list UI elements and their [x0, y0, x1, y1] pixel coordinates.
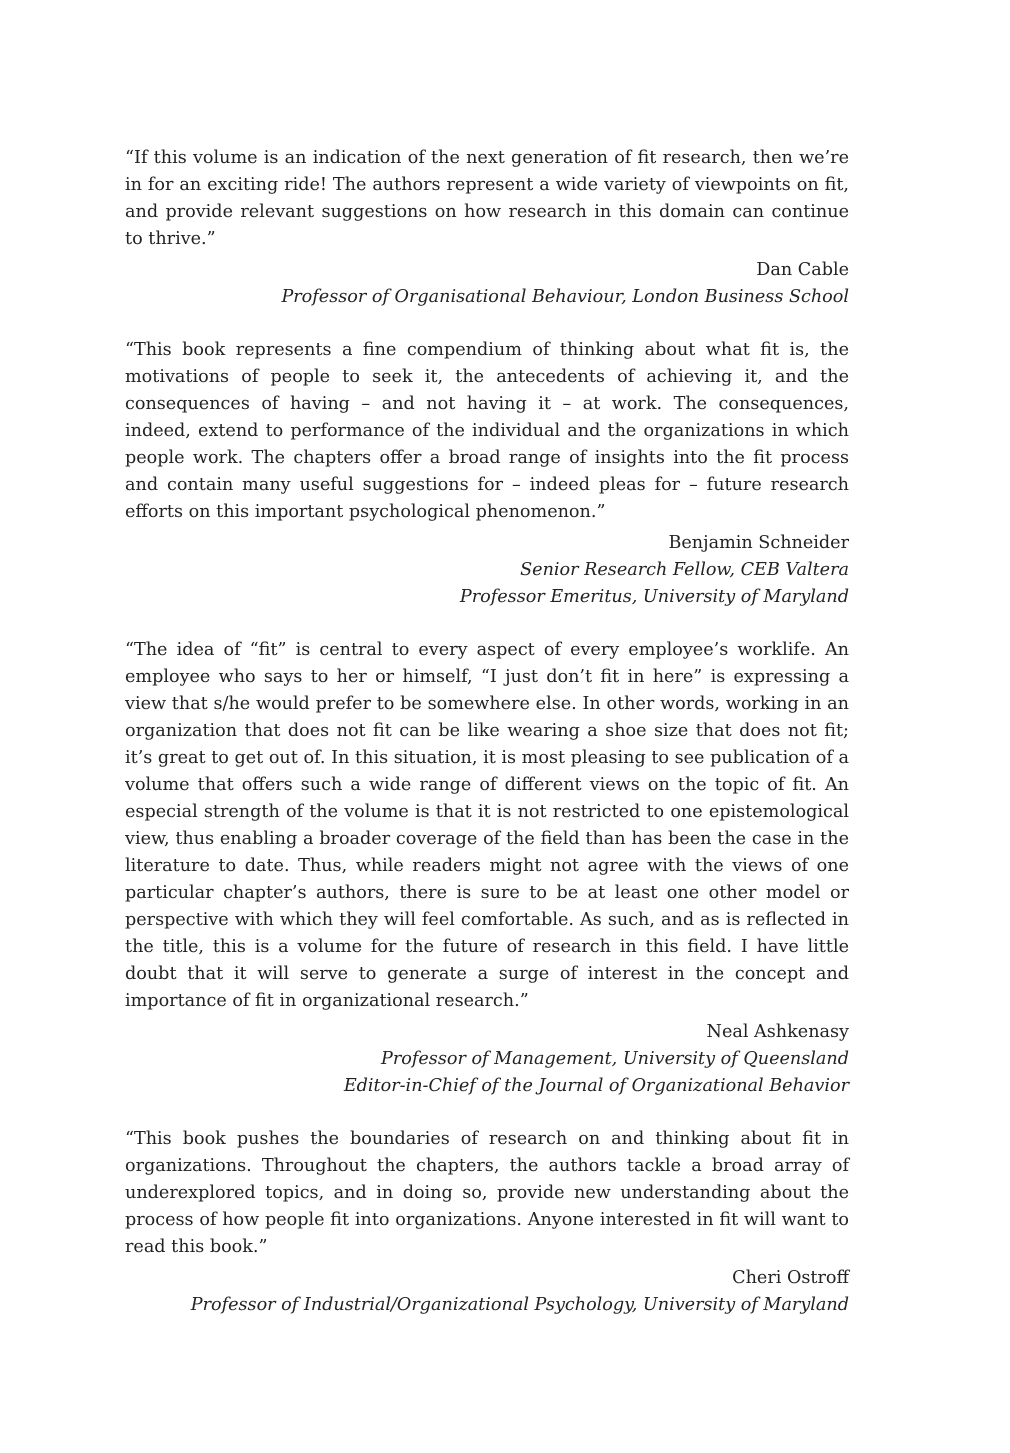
endorser-role: Professor of Organisational Behaviour, London Business School: [281, 287, 849, 307]
endorsement-attribution: [125, 257, 849, 311]
endorsement-quote: “The idea of “fit” is central to every aspect of every employee’s worklife. An employee who says to her or himself, “I just don’t fit in here” is expressing a view that s/he would prefer to be somewhere else. In other words, working in an organization that does not fit can be like wearing a shoe size that does not fit; it’s great to get out of. In this situation, it is most pleasing to see publication of a volume that offers such a wide range of different views on the topic of fit. An especial strength of the volume is that it is not restricted to one epistemological view, thus enabling a broader coverage of the field than has been the case in the literature to date. Thus, while readers might not agree with the views of one particular chapter’s authors, there is sure to be at least one other model or perspective with which they will feel comfortable. As such, and as is reflected in the title, this is a volume for the future of research in this field. I have little doubt that it will serve to generate a surge of interest in the concept and importance of fit in organizational research.”: [125, 640, 849, 1011]
endorsement: [125, 637, 849, 1100]
endorsement: [125, 145, 849, 311]
endorser-name: Neal Ashkenasy: [706, 1022, 849, 1042]
endorsement-quote: “This book represents a fine compendium of thinking about what fit is, the motivations of people to seek it, the antecedents of achieving it, and the consequences of having – and not having it – at work. The consequences, indeed, extend to performance of the individual and the organizations in which people work. The chapters offer a broad range of insights into the fit process and contain many useful suggestions for – indeed pleas for – future research efforts on this important psychological phenomenon.”: [125, 340, 849, 522]
endorser-role: Professor of Industrial/Organizational Psychology, University of Maryland: [190, 1295, 849, 1315]
endorsement-quote: “If this volume is an indication of the next generation of fit research, then we’re in for an exciting ride! The authors represent a wide variety of viewpoints on fit, and provide relevant suggestions on how research in this domain can continue to thrive.”: [125, 148, 849, 249]
endorser-name: Cheri Ostroff: [732, 1268, 849, 1288]
endorsement: [125, 337, 849, 611]
endorsement-attribution: [125, 1019, 849, 1100]
endorsement-attribution: [125, 530, 849, 611]
endorsement: [125, 1126, 849, 1319]
endorser-name: Benjamin Schneider: [668, 533, 849, 553]
endorser-role: Professor of Management, University of Queensland: [381, 1049, 849, 1069]
endorser-role: Senior Research Fellow, CEB Valtera: [520, 560, 849, 580]
endorser-role: Professor Emeritus, University of Maryland: [459, 587, 849, 607]
endorsement-quote: “This book pushes the boundaries of research on and thinking about fit in organizations. Throughout the chapters, the authors tackle a broad array of underexplored topics, and in doing so, provide new understanding about the process of how people fit into organizations. Anyone interested in fit will want to read this book.”: [125, 1129, 849, 1257]
endorser-name: Dan Cable: [756, 260, 849, 280]
endorsements-page: [125, 145, 849, 1345]
endorsement-attribution: [125, 1265, 849, 1319]
endorser-role: Editor-in-Chief of the Journal of Organizational Behavior: [343, 1076, 849, 1096]
